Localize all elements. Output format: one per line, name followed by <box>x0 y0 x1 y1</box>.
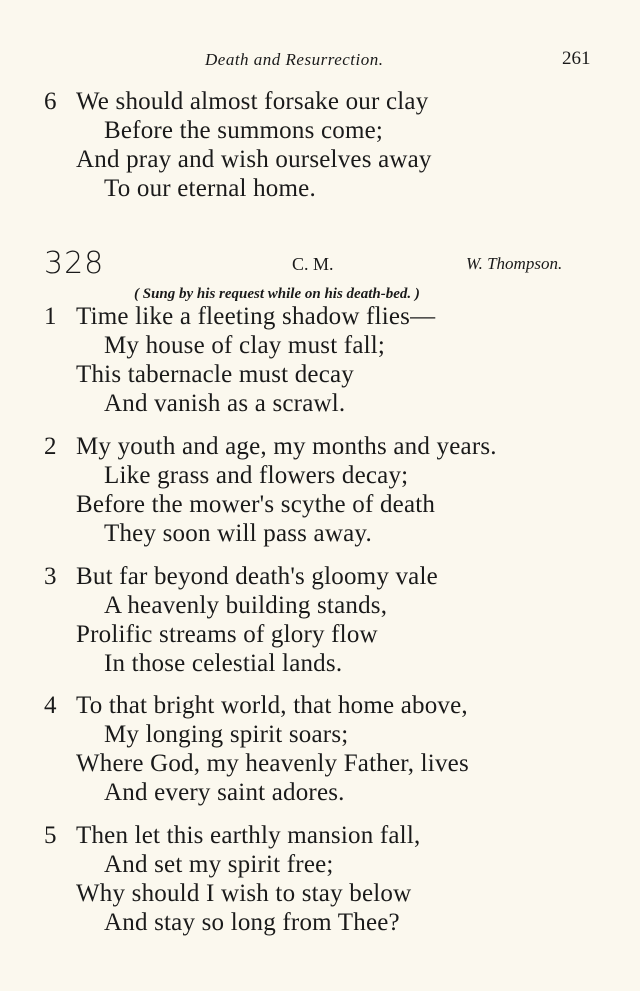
verse-line: My longing spirit soars; <box>104 721 349 748</box>
verse-line: And every saint adores. <box>104 779 345 806</box>
verse-line: To our eternal home. <box>104 175 316 202</box>
verse-line: In those celestial lands. <box>104 650 343 677</box>
verse-line: My youth and age, my months and years. <box>76 433 497 460</box>
verse-line: Before the summons come; <box>104 117 384 144</box>
verse-line: This tabernacle must decay <box>76 361 355 388</box>
stanza-number: 3 <box>44 563 57 590</box>
hymn-header <box>0 248 640 288</box>
verse-line: But far beyond death's gloomy vale <box>76 563 438 590</box>
verse-line: Then let this earthly mansion fall, <box>76 822 421 849</box>
page-number: 261 <box>562 48 591 69</box>
verse-line: Time like a fleeting shadow flies— <box>76 303 436 330</box>
verse-line: Where God, my heavenly Father, lives <box>76 750 469 777</box>
running-title: Death and Resurrection. <box>205 50 384 69</box>
hymn-meter: C. M. <box>292 254 334 274</box>
running-head <box>0 50 640 74</box>
stanza-number: 6 <box>44 88 57 115</box>
verse-line: A heavenly building stands, <box>104 592 388 619</box>
verse-line: To that bright world, that home above, <box>76 692 468 719</box>
verse-line: Why should I wish to stay below <box>76 880 412 907</box>
verse-line: My house of clay must fall; <box>104 332 386 359</box>
hymn-number: 328 <box>44 246 105 281</box>
stanza-number: 5 <box>44 822 57 849</box>
verse-line: And set my spirit free; <box>104 851 334 878</box>
hymn-note: ( Sung by his request while on his death-bed. ) <box>134 286 420 302</box>
verse-line: And stay so long from Thee? <box>104 909 400 936</box>
verse-line: They soon will pass away. <box>104 520 372 547</box>
verse-line: And vanish as a scrawl. <box>104 390 346 417</box>
verse-line: Before the mower's scythe of death <box>76 491 436 518</box>
stanza-number: 1 <box>44 303 57 330</box>
stanza-number: 4 <box>44 692 57 719</box>
verse-line: Like grass and flowers decay; <box>104 462 409 489</box>
verse-line: Prolific streams of glory flow <box>76 621 378 648</box>
verse-line: We should almost forsake our clay <box>76 88 429 115</box>
verse-line: And pray and wish ourselves away <box>76 146 432 173</box>
hymn-author: W. Thompson. <box>466 254 563 273</box>
stanza-number: 2 <box>44 433 57 460</box>
